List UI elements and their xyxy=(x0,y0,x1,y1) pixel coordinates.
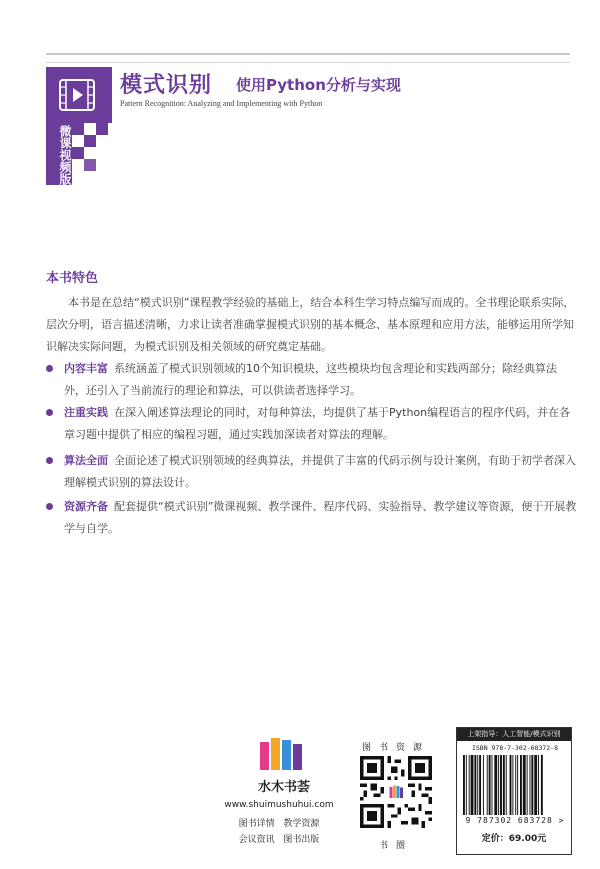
features-intro: 本书是在总结“模式识别”课程教学经验的基础上，结合本科生学习特点编写而成的。全书理论联系实际，层次分明，语言描述清晰，力求让读者准确掌握模式识别的基本概念、基本原理和应用方法，能够运用所学知识解决实际问题，为模式识别及相关领域的研究奠定基础。 xyxy=(46,296,575,353)
feature-keyword: 内容丰富 xyxy=(64,362,108,375)
feature-text: 系统涵盖了模式识别领域的10个知识模块，这些模块均包含理论和实践两部分；除经典算法外，还引入了当前流行的理论和算法，可以供读者选择学习。 xyxy=(64,362,557,397)
deco-square xyxy=(72,123,84,135)
features-heading: 本书特色 xyxy=(46,271,99,286)
publisher-url[interactable]: www.shuimushuhui.com xyxy=(224,800,334,810)
video-icon xyxy=(57,77,97,113)
qr-bottom-label: 书圈 xyxy=(378,841,413,851)
deco-square xyxy=(84,135,96,147)
feature-item xyxy=(46,402,578,446)
feature-keyword: 注重实践 xyxy=(64,406,108,419)
bullet-dot xyxy=(46,409,53,416)
publisher-logo-icon xyxy=(260,738,302,772)
feature-keyword: 资源齐备 xyxy=(64,500,108,513)
publisher-links-row2: 会议资讯 图书出版 xyxy=(238,835,320,845)
barcode-icon xyxy=(463,755,567,815)
feature-text: 配套提供“模式识别”微课视频、教学课件、程序代码、实验指导、教学建议等资源，便于开展教学与自学。 xyxy=(64,500,577,535)
price: 定价：69.00元 xyxy=(481,834,547,844)
publisher-links-row1: 图书详情 教学资源 xyxy=(238,819,320,829)
top-rule xyxy=(46,53,570,55)
feature-item xyxy=(46,496,578,540)
bullet-dot xyxy=(46,503,53,510)
deco-square xyxy=(84,159,96,171)
feature-keyword: 算法全面 xyxy=(64,454,108,467)
book-subtitle: 使用Python分析与实现 xyxy=(236,76,401,94)
barcode-digits: 9 787302 683728 > xyxy=(465,816,565,825)
deco-square xyxy=(96,123,108,135)
bullet-dot xyxy=(46,457,53,464)
isbn-number: ISBN 978-7-302-68372-8 xyxy=(471,744,559,752)
feature-text: 在深入阐述算法理论的同时，对每种算法，均提供了基于Python编程语言的程序代码，并在各章习题中提供了相应的编程习题，通过实践加深读者对算法的理解。 xyxy=(64,406,571,441)
deco-square xyxy=(72,147,84,159)
feature-item xyxy=(46,358,578,402)
publisher-name: 水木书荟 xyxy=(257,780,310,795)
feature-text: 全面论述了模式识别领域的经典算法，并提供了丰富的代码示例与设计案例，有助于初学者深入理解模式识别的算法设计。 xyxy=(64,454,576,489)
isbn-barcode-box xyxy=(456,727,572,855)
feature-item xyxy=(46,450,578,494)
top-rule-thin xyxy=(46,62,570,63)
edition-badge: 微课视频版 xyxy=(46,123,72,185)
book-title-english: Pattern Recognition: Analyzing and Implementing with Python xyxy=(120,99,323,108)
bullet-dot xyxy=(46,365,53,372)
book-title: 模式识别 xyxy=(120,73,213,98)
shelf-category: 上架指导：人工智能/模式识别 xyxy=(457,728,571,741)
qr-top-label: 图书资源 xyxy=(361,743,430,753)
qr-code-icon[interactable] xyxy=(360,756,432,828)
